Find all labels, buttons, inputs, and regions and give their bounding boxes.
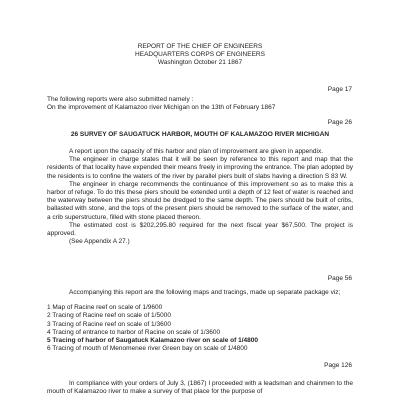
survey-section <box>47 148 353 246</box>
closing-section <box>47 380 353 396</box>
maps-section <box>47 289 353 353</box>
map-list-item-highlighted: 5 Tracing of harbor of Saugatuck Kalamazoo river on scale of 1/4800 <box>47 337 258 345</box>
reports-section <box>47 96 353 112</box>
survey-paragraph-2: The engineer in charge states that it will be seen by reference to this report and map that the residents of that locality have expended their means freely in improving the entrance. The plan adopted by the residents is to confine the waters of the river by parallel piers built of slabs having a direction S 83 W. <box>47 156 353 180</box>
survey-paragraph-3: The engineer in charge recommends the continuance of this improvement so as to make this a harbor of refuge. To do this these piers should be extended until a depth of 12 feet of water is reached and the waterway between the piers should be dredged to the same depth. The piers should be built of cribs, ballasted with stone, and the tops of the present piers should be removed to the surface of the water, and a crib superstructure, filled with stone placed thereon. <box>47 180 353 221</box>
map-list-item: 3 Tracing of Racine reef on scale of 1/3600 <box>47 320 171 328</box>
maps-intro: Accompanying this report are the following maps and tracings, made up separate package viz; <box>69 289 341 296</box>
reports-item: On the improvement of Kalamazoo river Michigan on the 13th of February 1867 <box>47 104 276 112</box>
place-date-line: Washington October 21 1867 <box>157 59 243 67</box>
reports-intro: The following reports were also submitted namely : <box>47 96 194 103</box>
page-126-label: Page 126 <box>324 362 352 369</box>
page-17-label: Page 17 <box>327 86 352 93</box>
map-list-item: 2 Tracing of Racine reef on scale of 1/5000 <box>47 312 171 320</box>
page-56-label: Page 56 <box>327 275 352 282</box>
page-26-label: Page 26 <box>327 119 352 126</box>
document-header <box>0 43 400 68</box>
office-line: HEADQUARTERS CORPS OF ENGINEERS <box>135 51 265 59</box>
map-list-item: 6 Tracing of mouth of Menomenee river Green bay on scale of 1/4800 <box>47 345 248 353</box>
survey-paragraph-1: A report upon the capacity of this harbor and plan of improvement are given in appendix. <box>69 148 324 155</box>
survey-paragraph-4: The estimated cost is $202,295.80 required for the next fiscal year $67,500. The project is approved. <box>47 221 353 238</box>
appendix-reference: (See Appendix A 27.) <box>69 238 130 246</box>
closing-paragraph: In compliance with your orders of July 3, (1867) I proceeded with a leadsman and chainmen to the mouth of Kalamazoo river to make a survey of that place for the purpose of <box>47 380 353 396</box>
report-title: REPORT OF THE CHIEF OF ENGINEERS <box>137 43 263 50</box>
map-list-item: 1 Map of Racine reef on scale of 1/9600 <box>47 304 163 312</box>
map-list-item: 4 Tracing of entrance to harbor of Racine on scale of 1/3600 <box>47 328 221 336</box>
survey-heading: 26 SURVEY OF SAUGATUCK HARBOR, MOUTH OF KALAMAZOO RIVER MICHIGAN <box>70 131 330 138</box>
